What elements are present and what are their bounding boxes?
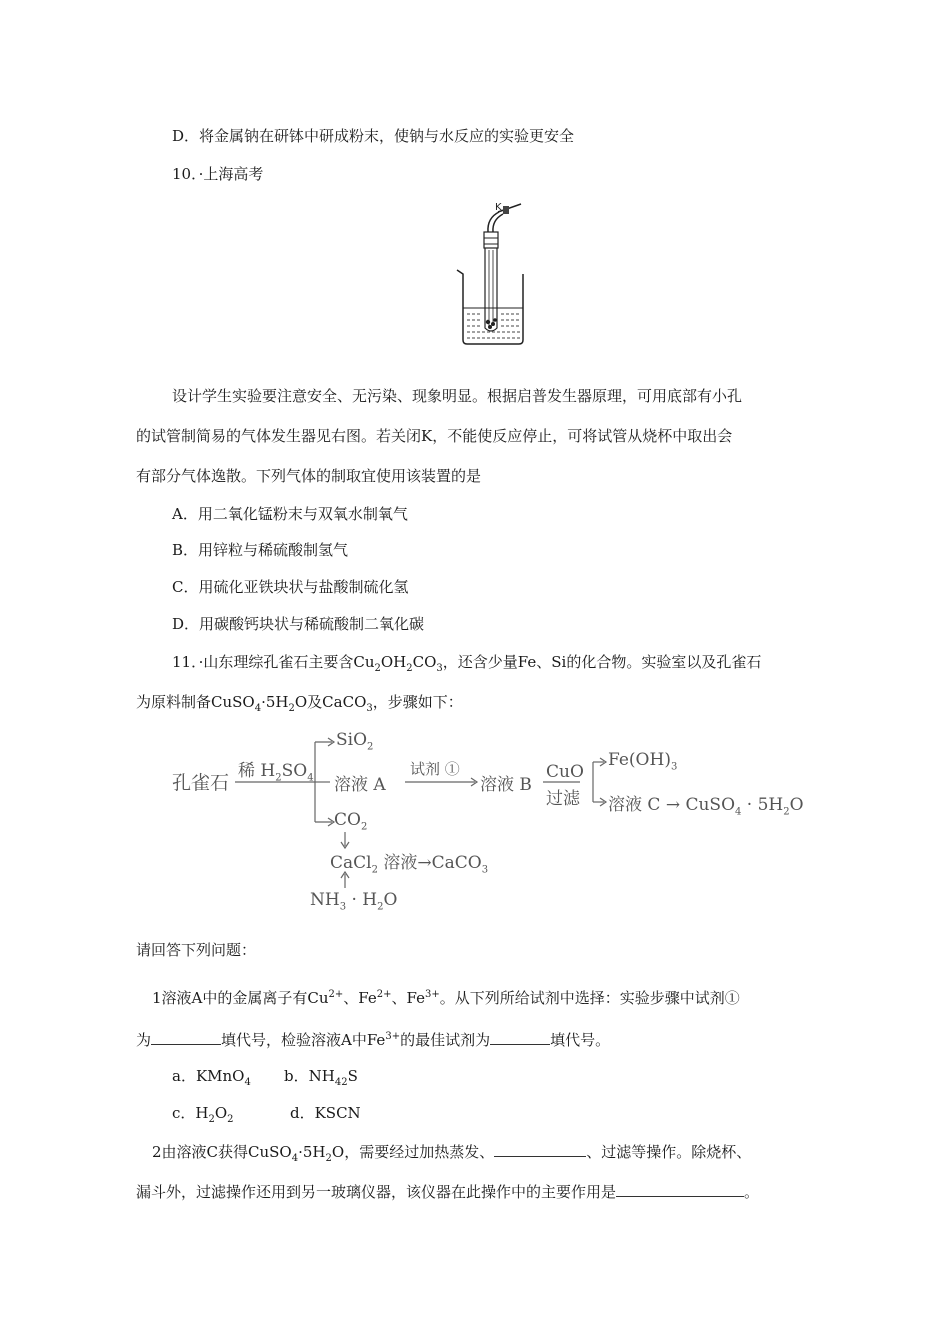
flow-solution-b: 溶液 B (480, 775, 532, 795)
answer-blank-operation[interactable] (494, 1140, 586, 1157)
flow-acid-label: 稀 $H_2SO_4$ (238, 761, 314, 784)
valve-k-label: K (495, 202, 502, 213)
q10-paragraph-line-3: 有部分气体逸散。下列气体的制取宜使用该装置的是 (136, 467, 482, 485)
q11-sub2-line-2: 漏斗外，过滤操作还用到另一玻璃仪器，该仪器在此操作中的主要作用是 。 (136, 1180, 759, 1202)
choice-a: a．KMnO$_4$ (172, 1067, 251, 1088)
flow-co2: $CO_2$ (334, 810, 368, 833)
q10-paragraph-line-2: 的试管制简易的气体发生器见右图。若关闭K，不能使反应停止，可将试管从烧杯中取出会 (136, 427, 733, 445)
answer-blank-fe3-test[interactable] (490, 1028, 550, 1045)
choice-b: b．$NH_{42}S$ (284, 1067, 358, 1088)
q10-option-d: D．用碳酸钙块状与稀硫酸制二氧化碳 (172, 615, 425, 633)
gas-generator-apparatus-figure (455, 198, 535, 348)
flow-filter: 过滤 (546, 789, 580, 809)
q11-intro-line-2: 为原料制备$CuSO_4\cdot 5H_2O$及CaCO$_3$，步骤如下： (136, 693, 463, 714)
q10-option-a: A．用二氧化锰粉末与双氧水制氧气 (172, 505, 408, 523)
choice-c: c．$H_2O_2$ (172, 1104, 234, 1125)
process-flow-diagram (160, 728, 840, 918)
flow-solution-c: 溶液 C → CuSO$_4$ · $5H_2O$ (608, 795, 804, 818)
flow-sio2: SiO$_2$ (336, 730, 374, 753)
q10-paragraph-line-1: 设计学生实验要注意安全、无污染、现象明显。根据启普发生器原理，可用底部有小孔 (172, 387, 743, 405)
flow-cuo: CuO (546, 762, 584, 782)
q11-sub2-line-1: 2由溶液C获得$CuSO_4\cdot 5H_2O$，需要经过加热蒸发、 、过滤等操作。除烧杯、 (152, 1140, 751, 1162)
q10-header: 10．·上海高考 (172, 165, 264, 183)
q10-option-c: C．用硫化亚铁块状与盐酸制硫化氢 (172, 578, 409, 596)
flow-solution-a: 溶液 A (334, 775, 386, 795)
flow-reagent-1: 试剂 ① (410, 760, 460, 778)
answer-blank-instrument-role[interactable] (616, 1180, 744, 1197)
flow-start-malachite: 孔雀石 (172, 772, 230, 794)
flow-feoh3: $Fe(OH)_3$ (608, 750, 678, 773)
q11-sub1-line-2: 为 填代号，检验溶液A中$Fe^{3+}$的最佳试剂为 填代号。 (136, 1028, 610, 1050)
prev-option-d: D．将金属钠在研钵中研成粉末，使钠与水反应的实验更安全 (172, 127, 575, 145)
q11-prompt: 请回答下列问题： (136, 941, 257, 959)
q11-intro-line-1: 11．·山东理综孔雀石主要含$Cu_2OH_2CO_3$，还含少量Fe、Si的化合物。实验室以及孔雀石 (172, 653, 762, 674)
choice-d: d．KSCN (290, 1104, 361, 1122)
q10-option-b: B．用锌粒与稀硫酸制氢气 (172, 541, 349, 559)
q11-sub1-line-1: 1溶液A中的金属离子有$Cu^{2+}$、$Fe^{2+}$、$Fe^{3+}$。从下列所给试剂中选择：实验步骤中试剂① (152, 989, 740, 1007)
flow-cacl2-caco3: CaCl$_2$ 溶液→CaCO$_3$ (330, 853, 489, 876)
answer-blank-reagent[interactable] (151, 1028, 221, 1045)
flow-nh3-h2o: $NH_3 \cdot H_2O$ (310, 890, 398, 913)
